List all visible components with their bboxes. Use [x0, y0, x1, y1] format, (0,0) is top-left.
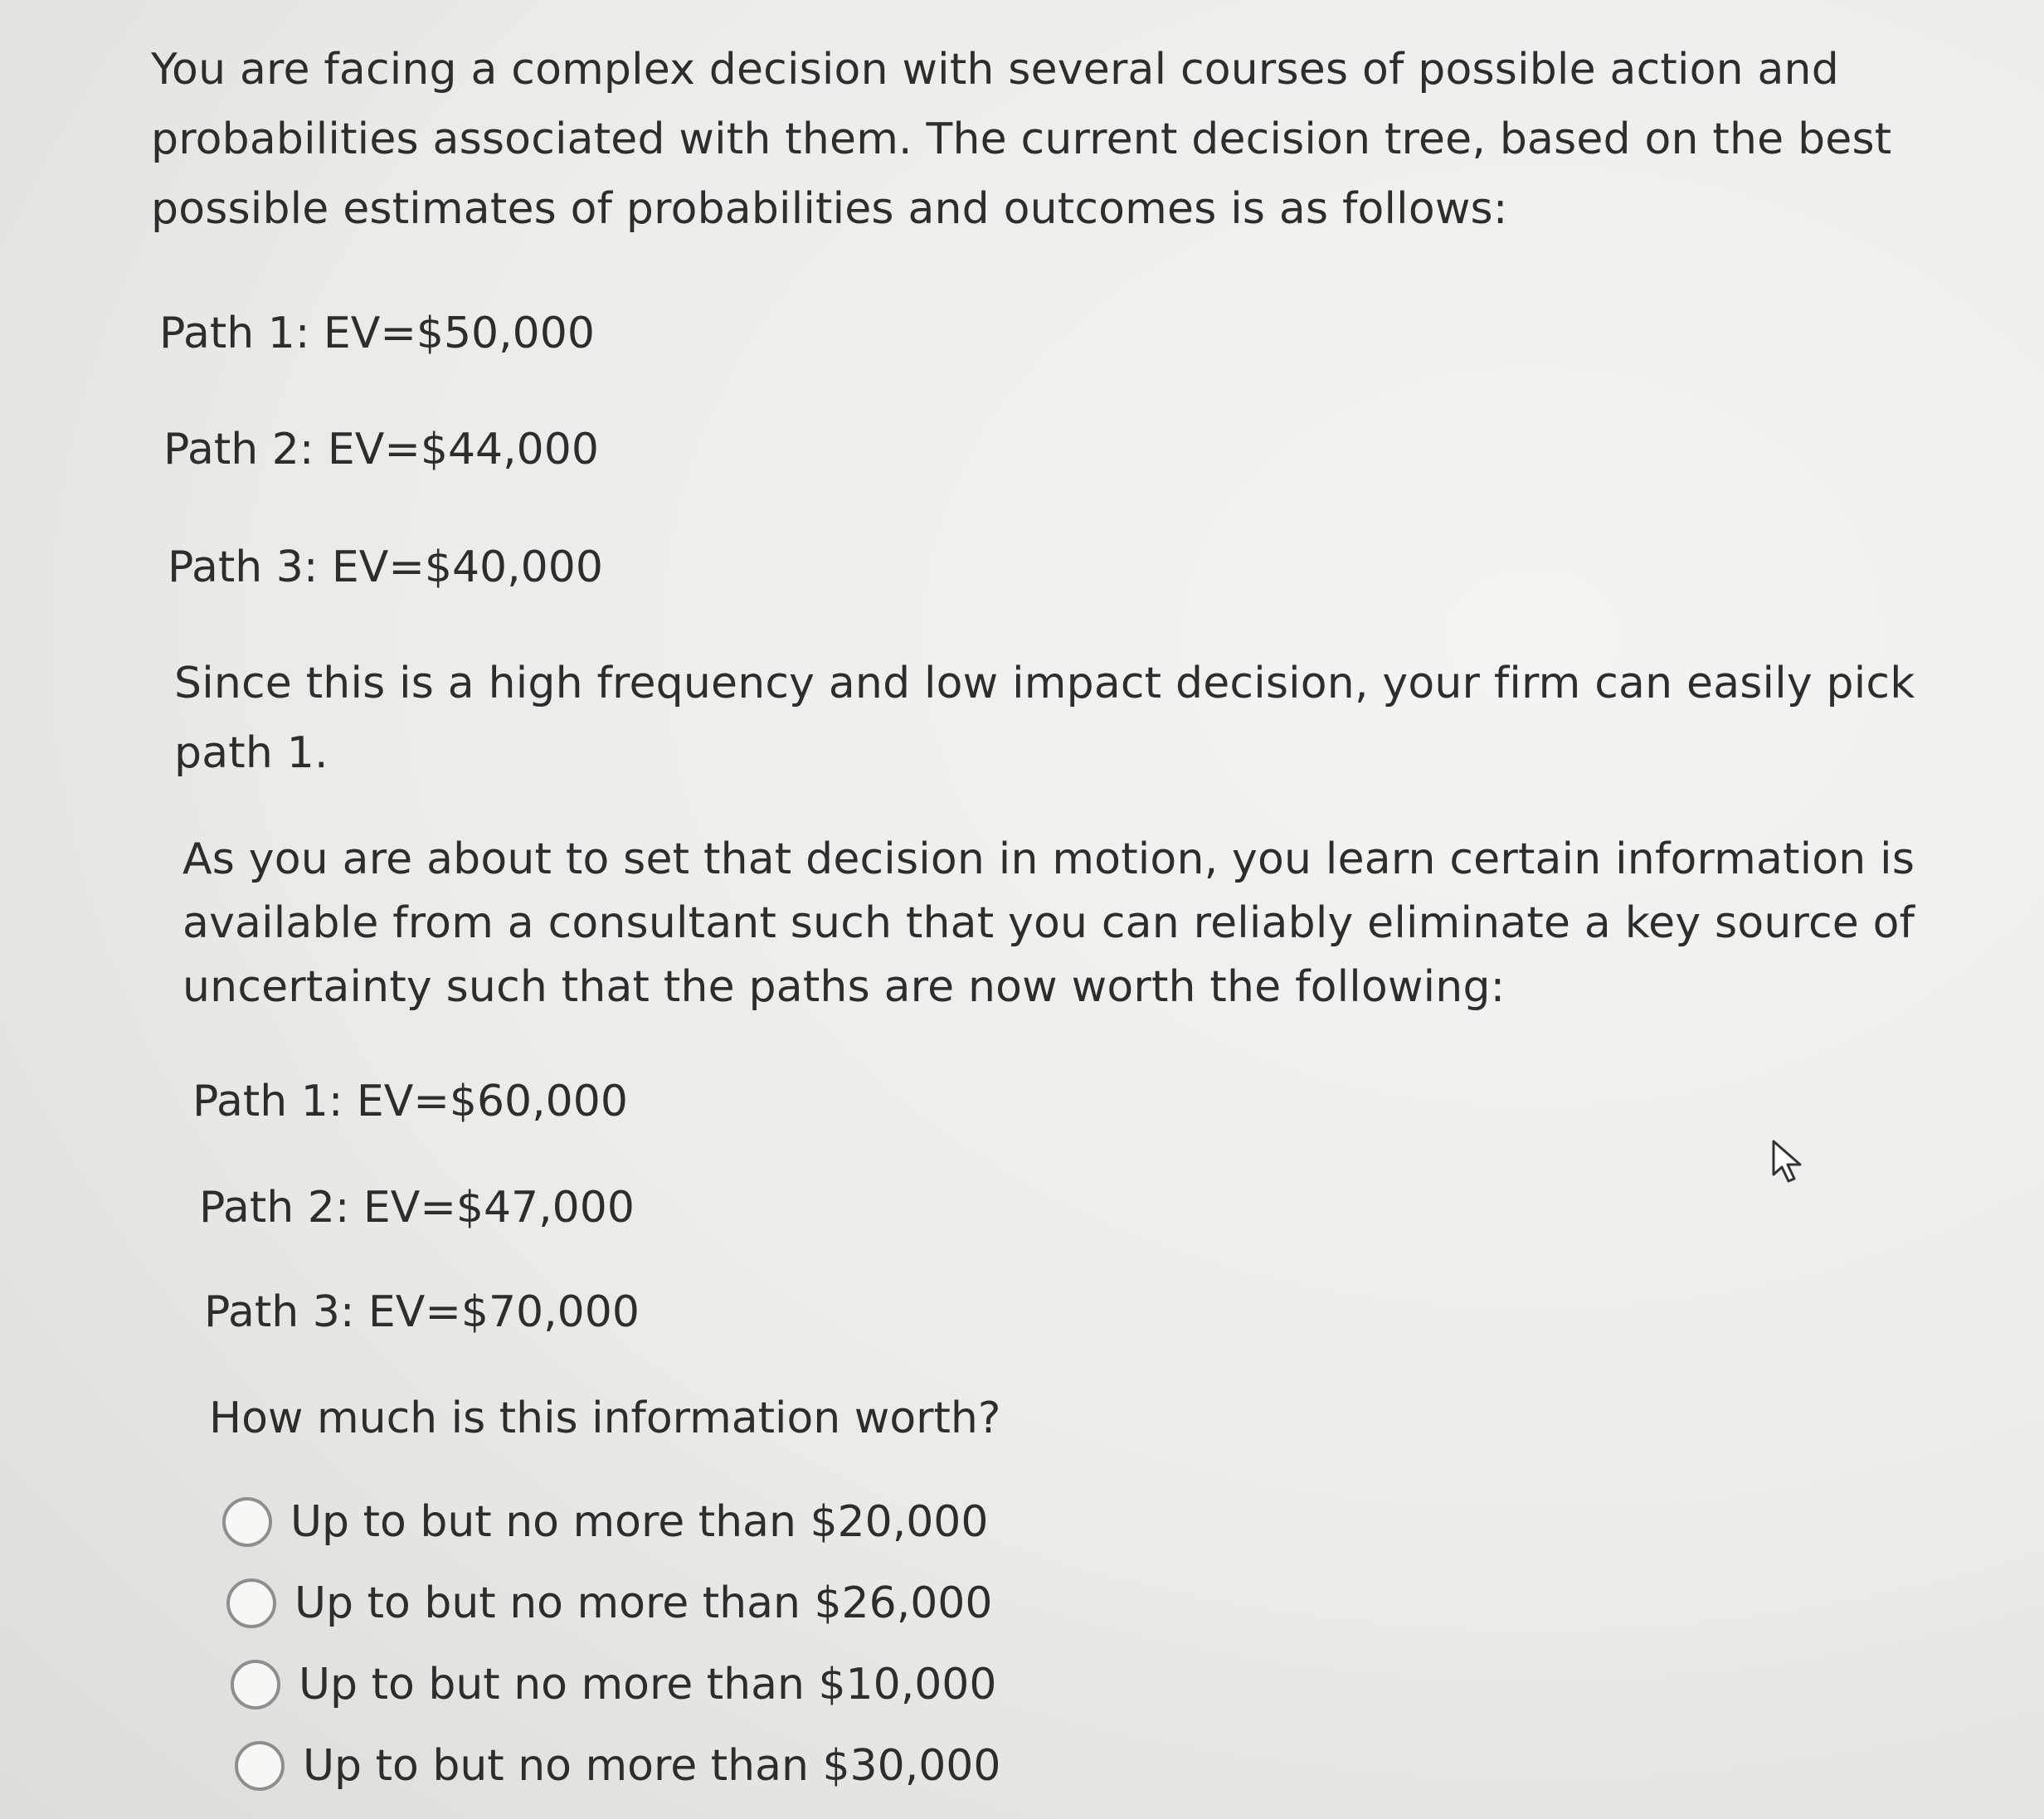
answer-option-4[interactable] [235, 1737, 1000, 1795]
question-intro: You are facing a complex decision with several courses of possible action and probabilities associated with them. The current decision tree, based on the best possible estimates of probabilities and outcomes is as follows: [151, 45, 1892, 234]
updated-path-3: Path 3: EV=$70,000 [204, 1287, 640, 1337]
radio-button[interactable] [231, 1660, 280, 1710]
radio-button[interactable] [235, 1741, 285, 1791]
answer-option-label: Up to but no more than $10,000 [299, 1660, 997, 1710]
radio-button[interactable] [226, 1578, 276, 1628]
pointer-cursor-icon [1769, 1138, 1807, 1184]
answer-option-label: Up to but no more than $30,000 [303, 1741, 1001, 1791]
initial-path-3: Path 3: EV=$40,000 [168, 542, 603, 592]
answer-option-label: Up to but no more than $20,000 [290, 1497, 989, 1547]
answer-option-2[interactable] [226, 1574, 992, 1632]
initial-path-2: Path 2: EV=$44,000 [163, 425, 599, 474]
answer-option-label: Up to but no more than $26,000 [294, 1578, 993, 1628]
new-information-text: As you are about to set that decision in motion, you learn certain information is available from a consultant such that you can reliably eliminate a key source of uncertainty such that the paths are now worth the following: [182, 834, 1915, 1012]
updated-path-1: Path 1: EV=$60,000 [192, 1077, 628, 1126]
radio-button[interactable] [222, 1497, 272, 1547]
answer-option-3[interactable] [231, 1656, 996, 1714]
question-prompt: How much is this information worth? [209, 1393, 1001, 1443]
answer-option-1[interactable] [222, 1493, 988, 1551]
updated-path-2: Path 2: EV=$47,000 [199, 1183, 635, 1233]
initial-path-1: Path 1: EV=$50,000 [159, 309, 595, 358]
decision-context: Since this is a high frequency and low impact decision, your firm can easily pick path 1. [174, 659, 1915, 778]
